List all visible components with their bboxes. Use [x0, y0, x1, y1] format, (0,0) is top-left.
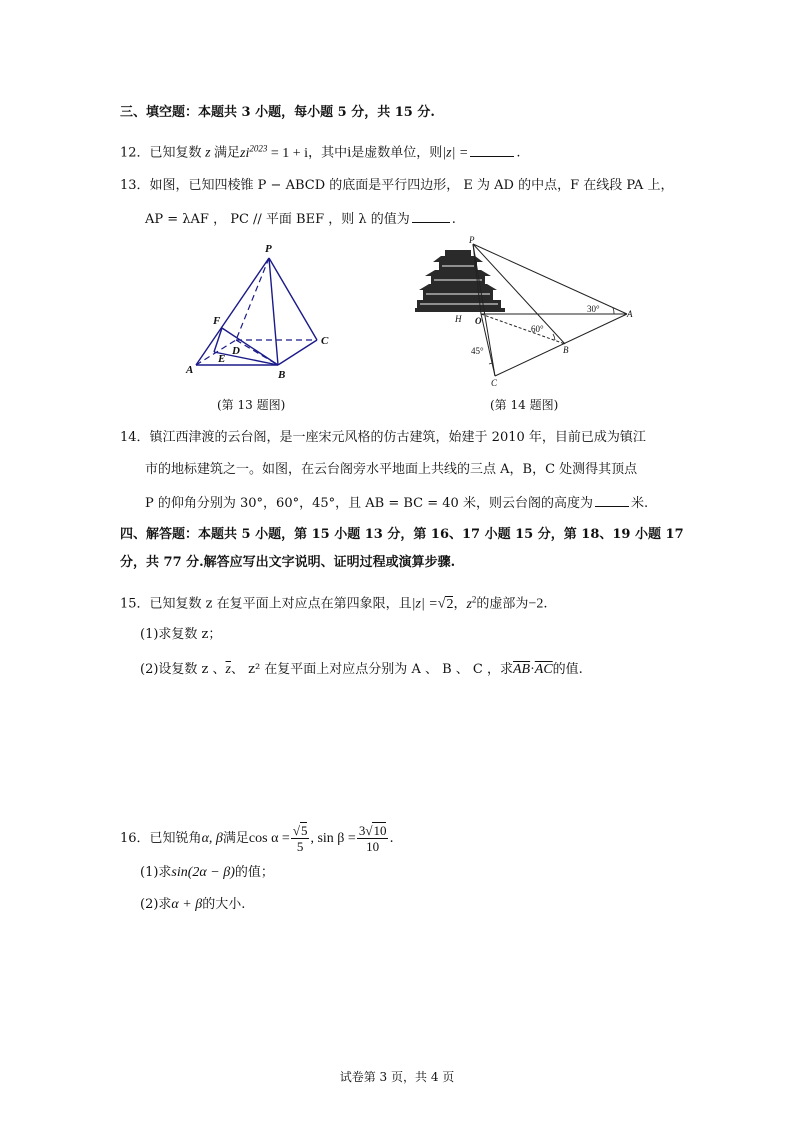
q15-dot: · [530, 662, 535, 677]
q15-square: 2 [471, 594, 477, 604]
q15-text-a: 已知复数 z 在复平面上对应点在第四象限，且 [149, 596, 412, 612]
label-b: B [278, 369, 286, 381]
q16-text-a: 已知锐角 [149, 831, 202, 846]
q16-sin-coef: 3 [358, 823, 366, 838]
q15-z: z [466, 596, 472, 612]
q16-text-b: 满足 [222, 831, 249, 846]
label-c: C [321, 335, 329, 347]
q16-alpha-beta: α, β [201, 831, 223, 846]
q16-sin-radicand: 10 [373, 823, 387, 838]
label-angle-30: 30° [587, 304, 600, 314]
q14-number: 14． [120, 430, 150, 445]
label-angle-60: 60° [531, 324, 544, 334]
label-h: H [455, 314, 462, 324]
q12-i: i [347, 145, 352, 161]
q16-cos: cos α = [248, 831, 290, 846]
q12-text-c: ，其中 [308, 145, 348, 161]
label-a: A [186, 364, 194, 376]
figure-13-caption: (第 13 题图) [217, 398, 286, 412]
page-footer: 试卷第 3 页，共 4 页 [339, 1070, 455, 1084]
edge-pb [269, 258, 278, 365]
question-16 [120, 822, 394, 856]
question-13-line-1 [120, 177, 673, 195]
q16-part-1 [140, 864, 274, 882]
q12-number: 12． [120, 145, 150, 161]
q16-cos-numerator: √5 [292, 823, 308, 838]
q13-number: 13． [120, 178, 150, 193]
question-14-line-3 [145, 494, 648, 513]
line-oc [481, 314, 495, 376]
label-b: B [563, 345, 569, 355]
q15-text-b: ， [453, 596, 467, 612]
q16-part-1b: 的值； [234, 865, 274, 880]
q15-part-2c: 的值. [552, 662, 583, 677]
q15-value: −2 [528, 596, 544, 612]
tower-building-image [415, 250, 505, 312]
label-c: C [491, 378, 498, 388]
q16-sin-numerator: 3√10 [358, 823, 387, 838]
q15-z-conjugate: $\overline{z}$ [225, 662, 231, 677]
edge-bc [278, 340, 317, 365]
q12-modulus: |z| = [442, 145, 469, 161]
q12-z: z [201, 145, 215, 161]
label-d: D [232, 345, 240, 357]
edge-pc [269, 258, 317, 340]
q15-modulus: |z| = [411, 596, 438, 612]
q13-line-1: 如图，已知四棱锥 P − ABCD 的底面是平行四边形， E 为 AD 的中点，F 在线段 PA 上， [149, 178, 674, 193]
label-f: F [213, 315, 221, 327]
q15-part-1: (1)求复数 z； [140, 627, 222, 642]
q16-sin-denominator: 10 [366, 839, 380, 854]
q16-sin-fraction [357, 823, 389, 854]
q12-eq-lhs: zi [240, 145, 250, 161]
label-o: O [475, 316, 482, 326]
q12-text-b: 满足 [214, 145, 241, 161]
q16-sin: , sin β = [310, 831, 356, 846]
section-4-heading-line-1: 四、解答题：本题共 5 小题，第 15 小题 13 分，第 16、17 小题 15 分，第 18、19 小题 17 [120, 527, 684, 542]
q16-part-2b: 的大小. [202, 897, 246, 912]
figure-13-pyramid [180, 238, 340, 388]
q13-line-2a: AP = λAF ， PC // 平面 BEF ，则 λ 的值为 [145, 212, 410, 227]
q12-equation [240, 143, 309, 161]
label-p: P [265, 243, 272, 255]
figure-14-tower [415, 236, 640, 391]
q12-answer-blank[interactable] [470, 144, 514, 157]
question-13-line-2 [145, 210, 456, 229]
q15-part-2a: (2)设复数 z 、 [140, 662, 226, 677]
question-12 [120, 139, 521, 163]
q16-cos-radicand: 5 [300, 823, 308, 838]
q16-part-2-expr: α + β [171, 897, 203, 912]
question-15 [120, 590, 547, 614]
q15-part-2b: 、 z² 在复平面上对应点分别为 A 、 B 、 C ，求 [230, 662, 513, 677]
q12-text-a: 已知复数 [149, 145, 202, 161]
q12-exponent: 2023 [249, 143, 268, 153]
q15-vector-ac: $\overline{AC}$ [534, 662, 553, 677]
q14-line-3a: P 的仰角分别为 30°，60°，45°，且 AB = BC = 40 米，则云台阁的高度为 [145, 496, 593, 511]
q15-sqrt-radicand: 2 [446, 596, 454, 612]
line-ob-dashed [481, 314, 565, 344]
q16-part-1a: (1)求 [140, 865, 172, 880]
edge-ad-hidden [196, 340, 236, 365]
q15-text-c: 的虚部为 [476, 596, 529, 612]
q14-answer-blank[interactable] [595, 494, 629, 507]
q14-line-1: 镇江西津渡的云台阁，是一座宋元风格的仿古建筑，始建于 2010 年，目前已成为镇江 [149, 430, 646, 445]
q16-cos-fraction [291, 823, 310, 854]
q16-part-2 [140, 896, 245, 914]
q15-z-squared [466, 594, 477, 612]
q15-vector-ab: $\overline{AB}$ [513, 662, 531, 677]
question-14-line-1 [120, 429, 646, 447]
q12-end: . [516, 145, 521, 161]
label-angle-45: 45° [471, 346, 484, 356]
label-a: A [627, 309, 633, 319]
q13-answer-blank[interactable] [412, 210, 450, 223]
label-e: E [218, 353, 226, 365]
figure-14-caption: (第 14 题图) [490, 398, 559, 412]
section-4-heading-line-2: 分，共 77 分.解答应写出文字说明、证明过程或演算步骤. [120, 555, 456, 570]
q16-part-1-expr: sin(2α − β) [171, 865, 235, 880]
q13-line-2b: . [451, 212, 456, 227]
label-p: P [469, 236, 475, 245]
q16-part-2a: (2)求 [140, 897, 172, 912]
q12-eq-rhs: = 1 + i [267, 145, 309, 161]
q15-sqrt: √2 [437, 596, 454, 612]
q15-dot-product [513, 662, 553, 677]
q15-part-2 [140, 661, 583, 679]
q16-number: 16． [120, 831, 150, 846]
q14-line-3b: 米. [630, 496, 649, 511]
q15-text-d: . [543, 596, 548, 612]
q16-end: . [389, 831, 394, 846]
q15-number: 15． [120, 596, 150, 612]
q12-text-d: 是虚数单位，则 [351, 145, 443, 161]
question-14-line-2: 市的地标建筑之一。如图，在云台阁旁水平地面上共线的三点 A，B，C 处测得其顶点 [145, 462, 638, 477]
line-ca [495, 314, 627, 376]
q16-cos-denominator: 5 [296, 839, 304, 854]
section-3-heading: 三、填空题：本题共 3 小题，每小题 5 分，共 15 分. [120, 105, 435, 120]
